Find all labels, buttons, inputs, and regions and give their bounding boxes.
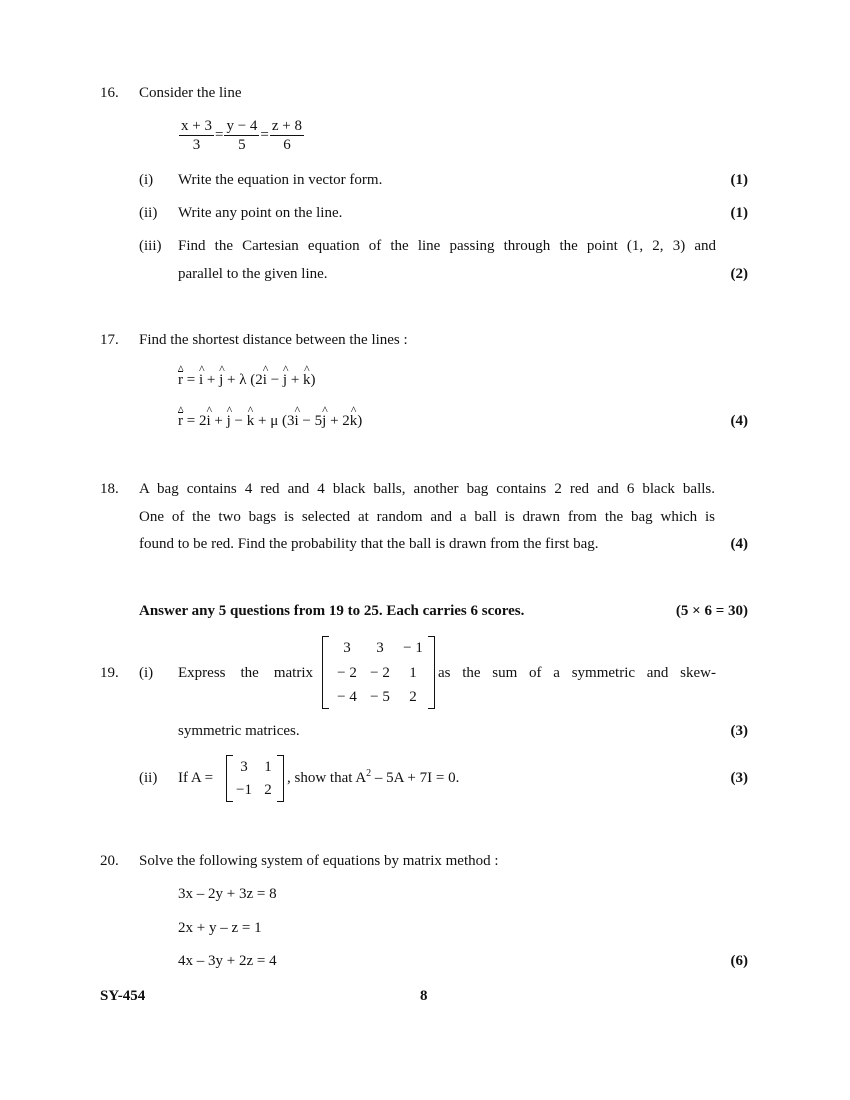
- eq-text: ): [357, 413, 363, 429]
- eq-text: −: [266, 372, 283, 388]
- unit-i: ^ i: [263, 370, 267, 390]
- q17-number: 17.: [100, 332, 119, 348]
- q20-marks: (6): [730, 953, 748, 969]
- eq-text: +: [210, 413, 227, 429]
- q16-number: 16.: [100, 85, 119, 101]
- q19-show-text: [287, 768, 459, 788]
- frac-numerator: z + 8: [271, 118, 302, 134]
- q18-line: A bag contains 4 red and 4 black balls, another bag contains 2 red and 6 black balls.: [139, 481, 715, 497]
- q20-number: 20.: [100, 853, 119, 869]
- page-number: 8: [420, 988, 428, 1004]
- matrix-cell: 3: [376, 640, 384, 656]
- eq-text: + λ (2: [223, 372, 263, 388]
- unit-k: ^ k: [350, 411, 358, 431]
- q17-line1-vector-equation: [178, 370, 316, 390]
- eq-text: +: [287, 372, 304, 388]
- equals-sign: =: [260, 126, 269, 143]
- eq-text: + μ (3: [254, 413, 295, 429]
- q16-intro: Consider the line: [139, 85, 242, 101]
- q16-part-label: (i): [139, 172, 154, 188]
- eq-text: + 2: [326, 413, 350, 429]
- eq-text: ): [310, 372, 316, 388]
- show-text-a: , show that A: [287, 770, 367, 786]
- matrix-cell: 3: [240, 759, 248, 775]
- q17-marks: (4): [730, 413, 748, 429]
- q17-text: Find the shortest distance between the lines :: [139, 332, 408, 348]
- section-total: (5 × 6 = 30): [675, 603, 748, 619]
- matrix-cell: − 2: [370, 665, 390, 681]
- q19-part-label: (i): [139, 665, 154, 681]
- matrix-cell: − 4: [337, 689, 357, 705]
- eq-text: =: [183, 372, 199, 388]
- matrix-cell: −1: [236, 782, 252, 798]
- matrix-cell: 3: [343, 640, 351, 656]
- q19-part1-marks: (3): [730, 723, 748, 739]
- paper-code: SY-454: [100, 988, 146, 1004]
- q19-matrix-2x2: [226, 755, 284, 802]
- q16-part-text: Write any point on the line.: [178, 205, 343, 221]
- unit-j: ^ j: [219, 370, 223, 390]
- frac-denominator: 3: [192, 137, 201, 153]
- q20-text: Solve the following system of equations by matrix method :: [139, 853, 499, 869]
- q19-part-label: (ii): [139, 770, 158, 786]
- matrix-cell: 2: [264, 782, 272, 798]
- vector-r: ^ $\overline{r}$: [178, 370, 183, 390]
- exponent: 2: [366, 768, 372, 779]
- unit-k: ^ k: [303, 370, 311, 390]
- right-bracket: [428, 636, 435, 709]
- unit-j: ^ j: [283, 370, 287, 390]
- q19-part2-marks: (3): [730, 770, 748, 786]
- q20-equation: 4x – 3y + 2z = 4: [178, 953, 277, 969]
- q20-equation: 3x – 2y + 3z = 8: [178, 886, 277, 902]
- q19-number: 19.: [100, 665, 119, 681]
- unit-i: ^ i: [295, 411, 299, 431]
- unit-j: ^ j: [227, 411, 231, 431]
- matrix-cell: − 1: [403, 640, 423, 656]
- q16-line-equation: [178, 117, 305, 154]
- q17-line2-vector-equation: [178, 411, 362, 431]
- q19-express-text-cont: symmetric matrices.: [178, 723, 300, 739]
- q16-part-marks: (1): [730, 172, 748, 188]
- frac-numerator: y − 4: [226, 118, 258, 134]
- vector-r: ^ $\overline{r}$: [178, 411, 183, 431]
- q16-part-label: (iii): [139, 238, 162, 254]
- q18-number: 18.: [100, 481, 119, 497]
- q19-express-text: Express the matrix: [178, 665, 313, 681]
- matrix-cell: 1: [264, 759, 272, 775]
- left-bracket: [322, 636, 329, 709]
- q19-express-text-after: as the sum of a symmetric and skew-: [438, 665, 716, 681]
- eq-text: − 5: [298, 413, 323, 429]
- matrix-cell: 1: [409, 665, 417, 681]
- q18-line: found to be red. Find the probability that the ball is drawn from the first bag.: [139, 536, 599, 552]
- show-text-b: – 5A + 7I = 0.: [371, 770, 460, 786]
- q16-part-text: Write the equation in vector form.: [178, 172, 383, 188]
- section-instruction: Answer any 5 questions from 19 to 25. Each carries 6 scores.: [139, 603, 525, 619]
- matrix-cell: − 5: [370, 689, 390, 705]
- eq-text: +: [203, 372, 220, 388]
- q16-part-label: (ii): [139, 205, 158, 221]
- frac-denominator: 6: [283, 137, 291, 153]
- q16-part-marks: (2): [730, 266, 748, 282]
- q19-if-text: If A =: [178, 770, 214, 786]
- equals-sign: =: [214, 126, 224, 143]
- eq-text: −: [230, 413, 247, 429]
- q18-marks: (4): [730, 536, 748, 552]
- q16-part-marks: (1): [730, 205, 748, 221]
- unit-k: ^ k: [247, 411, 255, 431]
- q18-line: One of the two bags is selected at random and a ball is drawn from the bag which is: [139, 509, 715, 525]
- unit-i: ^ i: [199, 370, 203, 390]
- matrix-cell: − 2: [337, 665, 357, 681]
- frac-numerator: x + 3: [181, 118, 212, 134]
- unit-j: ^ j: [322, 411, 326, 431]
- q16-part-text-cont: parallel to the given line.: [178, 266, 328, 282]
- eq-text: = 2: [183, 413, 207, 429]
- frac-denominator: 5: [238, 137, 246, 153]
- q16-part-text: Find the Cartesian equation of the line passing through the point (1, 2, 3) and: [178, 238, 716, 254]
- matrix-cell: 2: [409, 689, 417, 705]
- unit-i: ^ i: [206, 411, 210, 431]
- right-bracket: [277, 755, 284, 802]
- q19-matrix-3x3: [322, 636, 435, 709]
- q20-equation: 2x + y – z = 1: [178, 920, 262, 936]
